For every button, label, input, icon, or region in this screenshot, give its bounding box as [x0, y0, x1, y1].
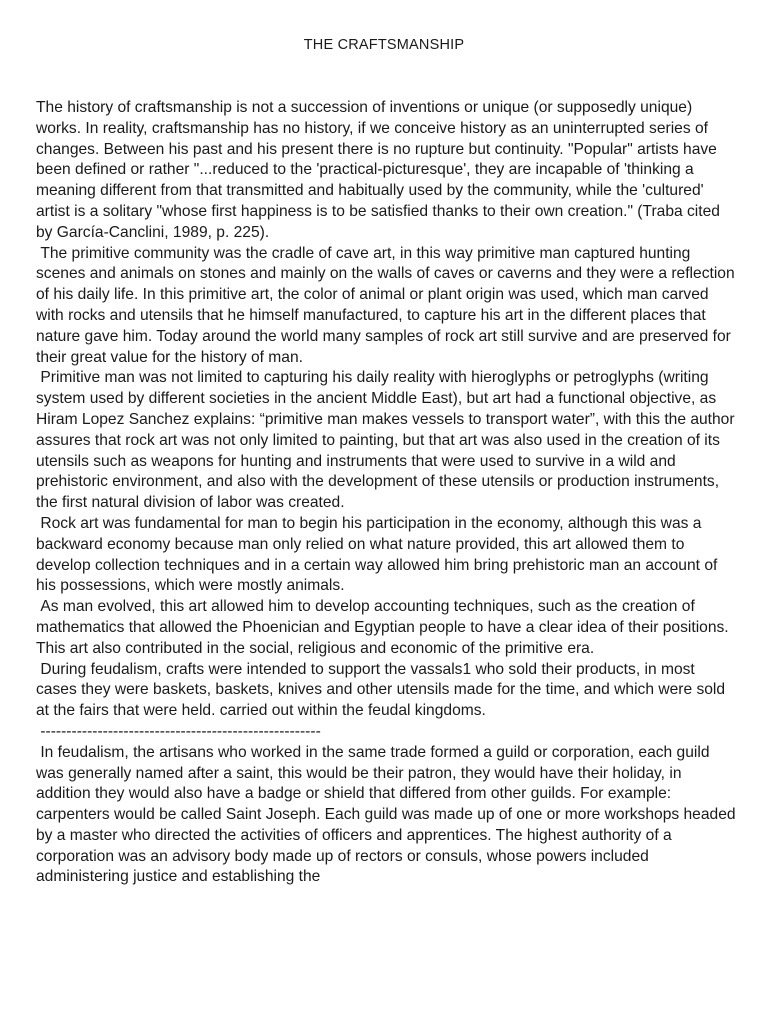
paragraph-primitive-community: The primitive community was the cradle of cave art, in this way primitive man captured hunting scenes and animals on stones and mainly on the walls of caves or caverns and they were a reflection of his daily life. In this primitive art, the color of animal or plant origin was used, which man carved with rocks and utensils that he himself manufactured, to capture his art in the different places that nature gave him. Today around the world many samples of rock art still survive and are preserved for their great value for the history of man. — [36, 244, 739, 366]
paragraph-rock-art-economy: Rock art was fundamental for man to begin his participation in the economy, although this was a backward economy because man only relied on what nature provided, this art allowed them to develop collection techniques and in a certain way allowed him bring prehistoric man an account of his possessions, which were mostly animals. — [36, 514, 722, 595]
document-body — [36, 98, 740, 888]
paragraph-feudalism-crafts: During feudalism, crafts were intended to support the vassals1 who sold their products, in most cases they were baskets, baskets, knives and other utensils made for the time, and which were sold at the fairs that were held. carried out within the feudal kingdoms. — [36, 660, 730, 720]
paragraph-history: The history of craftsmanship is not a succession of inventions or unique (or supposedly unique) works. In reality, craftsmanship has no history, if we conceive history as an uninterrupted series of changes. Between his past and his present there is no rupture but continuity. "Popular" artists have been defined or rather "...reduced to the 'practical-picturesque', they are incapable of 'thinking a meaning different from that transmitted and habitually used by the community, while the 'cultured' artist is a solitary "whose first happiness is to be satisfied thanks to their own creation." (Traba cited by García-Canclini, 1989, p. 225). — [36, 99, 725, 241]
paragraph-primitive-man: Primitive man was not limited to capturing his daily reality with hieroglyphs or petroglyphs (writing system used by different societies in the ancient Middle East), but art had a functional objective, as Hiram Lopez Sanchez explains: “primitive man makes vessels to transport water”, with this the author assures that rock art was not only limited to painting, but that art was also used in the creation of its utensils such as weapons for hunting and instruments that were used to survive in a wild and prehistoric environment, and also with the development of these utensils or production instruments, the first natural division of labor was created. — [36, 369, 739, 512]
document-title: THE CRAFTSMANSHIP — [303, 37, 465, 53]
paragraph-guilds: In feudalism, the artisans who worked in the same trade formed a guild or corporation, each guild was generally named after a saint, this would be their patron, they would have their holiday, in addition they would also have a badge or shield that differed from other guilds. For example: carpenters would be called Saint Joseph. Each guild was made up of one or more workshops headed by a master who directed the activities of officers and apprentices. The highest authority of a corporation was an advisory body made up of rectors or consuls, whose powers included administering justice and establishing the — [36, 743, 740, 886]
paragraph-accounting: As man evolved, this art allowed him to develop accounting techniques, such as the creation of mathematics that allowed the Phoenician and Egyptian people to have a clear idea of their positions. This art also contributed in the social, religious and economic of the primitive era. — [36, 598, 733, 657]
separator-line: ------------------------------------------------------ — [36, 722, 321, 740]
